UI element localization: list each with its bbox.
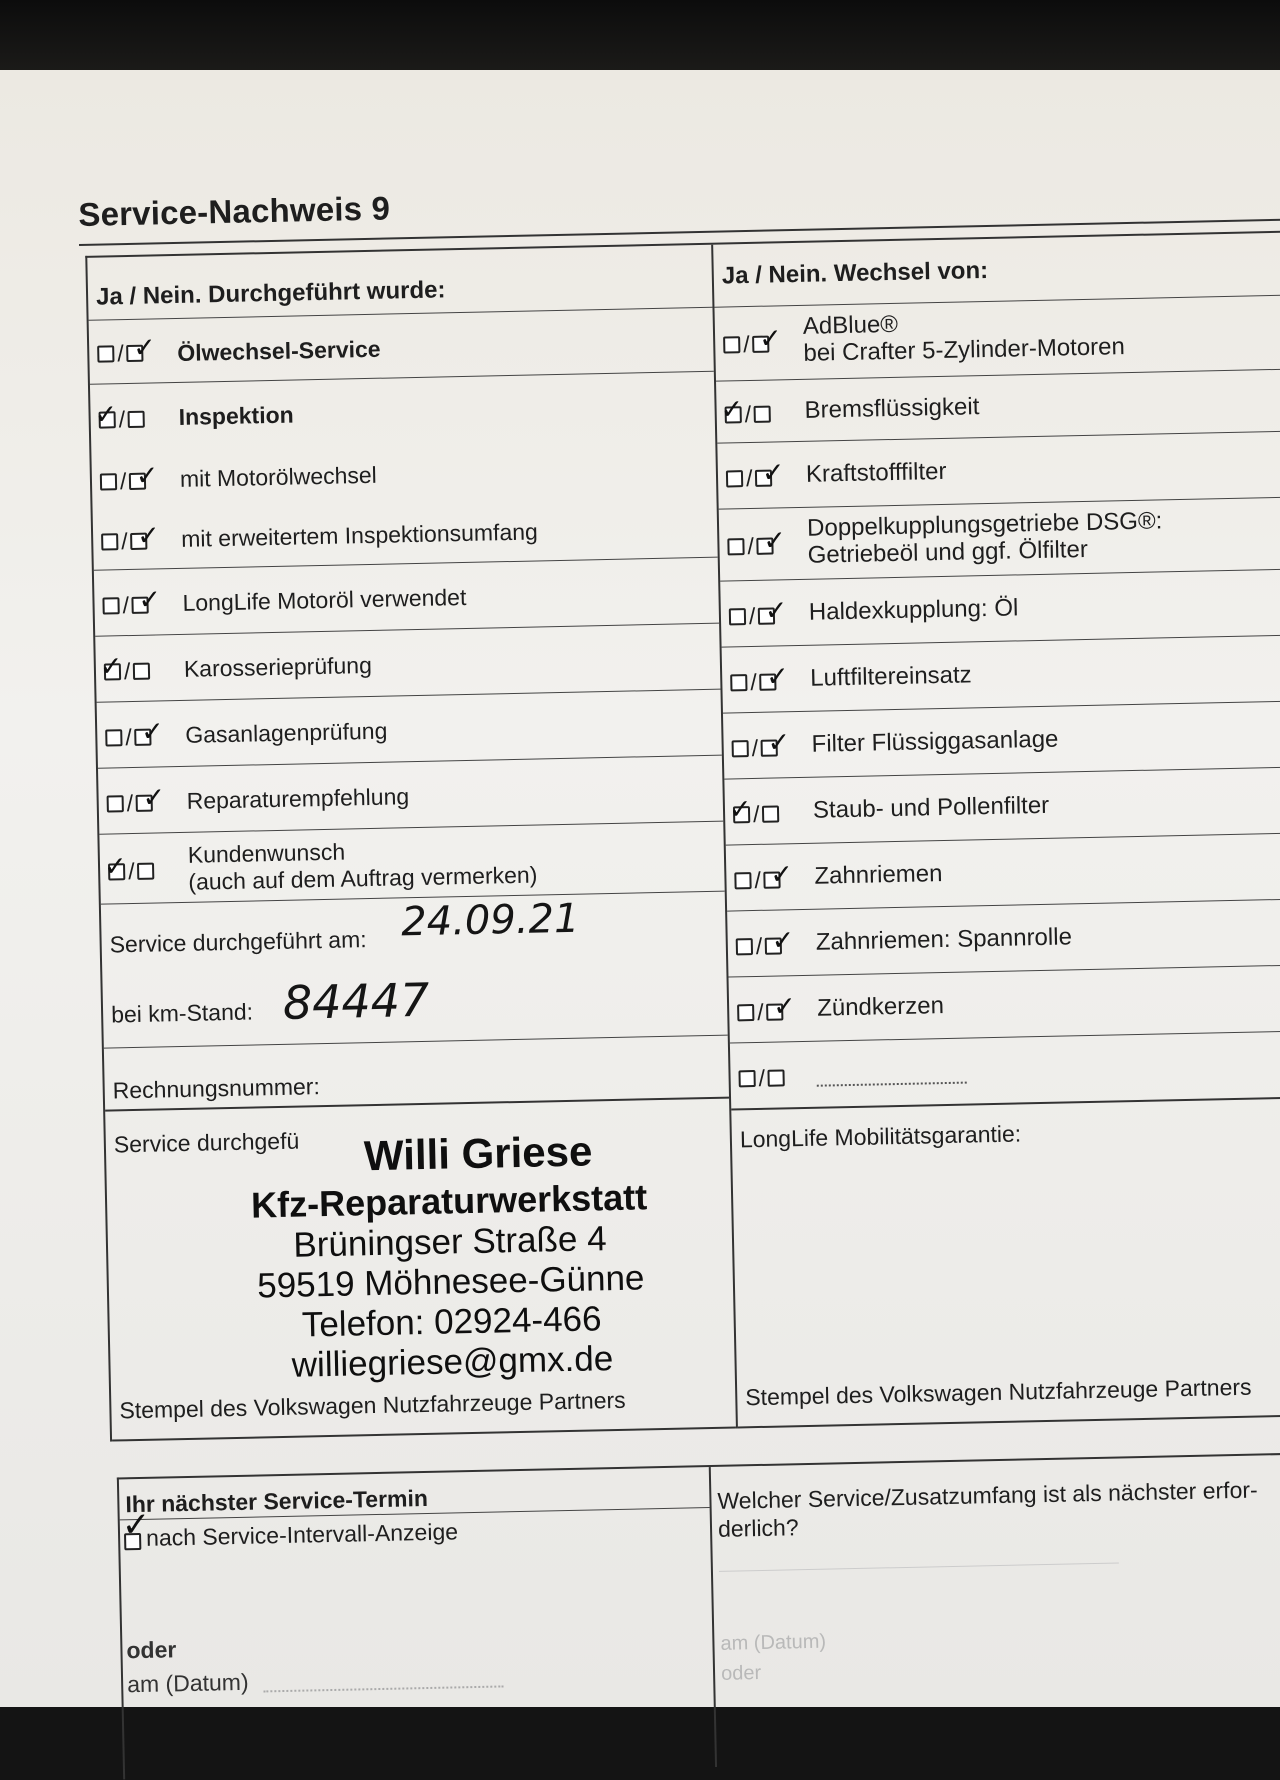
next-service-heading: Ihr nächster Service-Termin <box>125 1484 429 1518</box>
right-row-fluessiggas <box>723 700 1280 780</box>
check-mark-ja: ✓ <box>103 851 128 883</box>
right-row-dsg <box>719 496 1280 582</box>
check-mark-nein: ✓ <box>764 595 788 627</box>
photo-background-top <box>0 0 1280 80</box>
right-row-empty <box>730 1030 1280 1111</box>
item-label: Doppelkupplungsgetriebe DSG®: Getriebeöl und ggf. Ölfilter <box>806 507 1163 569</box>
checkbox-ja[interactable] <box>102 598 119 615</box>
date-label: am (Datum) <box>126 1668 249 1698</box>
checkbox-pair[interactable]: / <box>101 526 166 557</box>
answer-line[interactable] <box>719 1563 1119 1572</box>
replaced-column <box>713 232 1280 1428</box>
checkbox-pair[interactable]: / <box>733 799 798 830</box>
right-row-spannrolle <box>727 898 1280 978</box>
service-date-row <box>101 891 726 972</box>
right-row-zuendkerzen <box>728 964 1280 1044</box>
item-label: Reparaturempfehlung <box>186 783 410 814</box>
right-stamp-caption: Stempel des Volkswagen Nutzfahrzeuge Partners <box>745 1373 1252 1411</box>
checkbox-ja[interactable] <box>107 796 124 813</box>
item-label: Inspektion <box>178 401 294 430</box>
checkbox-ja[interactable] <box>734 872 751 889</box>
invoice-label: Rechnungsnummer: <box>112 1073 321 1104</box>
check-mark-nein: ✓ <box>761 457 785 489</box>
checkbox-pair[interactable]: / <box>724 399 789 430</box>
form-bottom-rule <box>112 1426 736 1441</box>
check-mark-nein: ✓ <box>767 727 791 759</box>
checkbox-pair[interactable]: / <box>104 656 169 687</box>
km-row <box>102 959 727 1049</box>
checkbox-pair[interactable]: / <box>106 788 171 819</box>
item-label: Kraftstofffilter <box>805 457 947 488</box>
stamp-street: Brüningser Straße 4 <box>293 1219 607 1265</box>
checkbox-nein[interactable] <box>128 411 145 428</box>
check-mark-nein: ✓ <box>770 859 794 891</box>
checkbox-ja[interactable] <box>97 346 114 363</box>
checkbox-ja[interactable] <box>737 1004 754 1021</box>
kundenwunsch-label: Kundenwunsch (auch auf dem Auftrag vermerken) <box>187 838 538 895</box>
interval-check-mark: ✓ <box>121 1504 151 1546</box>
check-mark-nein: ✓ <box>138 584 162 616</box>
checkbox-pair[interactable]: / <box>105 722 170 753</box>
check-mark-nein: ✓ <box>132 332 157 364</box>
item-label: mit erweitertem Inspektionsumfang <box>180 518 539 552</box>
workshop-stamp <box>106 1125 735 1390</box>
checkbox-pair[interactable]: / <box>738 1063 803 1094</box>
km-label: bei km-Stand: <box>110 998 254 1028</box>
check-mark-nein: ✓ <box>140 716 165 748</box>
item-label: Zündkerzen <box>816 992 945 1022</box>
check-mark-nein: ✓ <box>765 661 790 693</box>
left-column-header: Ja / Nein. Durchgeführt wurde: <box>95 276 446 311</box>
performed-by-label: Service durchgefü <box>113 1127 300 1158</box>
checkbox-ja[interactable] <box>726 471 743 488</box>
checkbox-nein[interactable] <box>762 806 779 823</box>
item-label: Karosserieprüfung <box>183 651 373 682</box>
check-mark-nein: ✓ <box>142 782 166 814</box>
checkbox-nein[interactable] <box>137 863 154 880</box>
oder-label: oder <box>126 1636 177 1664</box>
checkbox-pair[interactable]: / <box>100 466 165 497</box>
question-text: Welcher Service/Zusatzumfang ist als nächster erfor- derlich? <box>717 1476 1258 1542</box>
item-label: Staub- und Pollenfilter <box>812 791 1050 824</box>
checkbox-pair[interactable]: / <box>98 404 163 435</box>
form-bottom-rule-right <box>738 1414 1280 1429</box>
check-mark-nein: ✓ <box>772 991 797 1023</box>
checkbox-pair[interactable]: / <box>727 531 792 562</box>
stamp-phone: Telefon: 02924-466 <box>301 1299 602 1345</box>
checkbox-pair[interactable]: / <box>726 463 791 494</box>
page-title: Service-Nachweis 9 <box>78 189 391 233</box>
item-label: LongLife Motoröl verwendet <box>182 583 467 616</box>
checkbox-ja[interactable] <box>723 337 740 354</box>
check-mark-nein: ✓ <box>758 323 783 355</box>
performed-column <box>87 245 738 1442</box>
next-service-question <box>709 1454 1280 1767</box>
item-label: Zahnriemen <box>814 860 943 890</box>
check-mark-nein: ✓ <box>763 525 787 557</box>
item-label: Filter Flüssiggasanlage <box>811 725 1059 758</box>
right-column-header: Ja / Nein. Wechsel von: <box>721 256 989 290</box>
right-row-zahnriemen <box>726 832 1280 912</box>
check-mark-ja: ✓ <box>99 651 123 683</box>
checkbox-nein[interactable] <box>768 1070 785 1087</box>
service-date-label: Service durchgeführt am: <box>109 926 367 958</box>
check-mark-ja: ✓ <box>728 794 752 826</box>
km-value: 84447 <box>282 972 430 1030</box>
date-input-line[interactable] <box>263 1685 503 1692</box>
right-row-pollenfilter <box>724 766 1280 846</box>
checkbox-pair[interactable]: / <box>97 338 162 369</box>
checkbox-ja[interactable] <box>100 474 117 491</box>
left-stamp-caption: Stempel des Volkswagen Nutzfahrzeuge Partners <box>119 1386 626 1424</box>
checkbox-ja[interactable] <box>105 730 122 747</box>
checkbox-ja[interactable] <box>101 534 118 551</box>
service-form <box>85 230 1280 1441</box>
checkbox-ja[interactable] <box>729 609 746 626</box>
stamp-city: 59519 Möhnesee-Günne <box>256 1258 645 1306</box>
check-mark-nein: ✓ <box>135 460 159 492</box>
checkbox-pair[interactable]: / <box>734 865 799 896</box>
checkbox-pair[interactable]: / <box>723 329 788 360</box>
interval-option: nach Service-Intervall-Anzeige <box>145 1518 459 1551</box>
item-label: Ölwechsel-Service <box>177 335 381 366</box>
checkbox-pair[interactable]: / <box>102 590 167 621</box>
item-label: Luftfiltereinsatz <box>809 661 972 692</box>
checkbox-pair[interactable]: / <box>729 601 794 632</box>
checkbox-pair[interactable]: / <box>730 667 795 698</box>
item-label: Gasanlagenprüfung <box>185 717 388 748</box>
checkbox-ja[interactable] <box>736 938 753 955</box>
checkbox-nein[interactable] <box>133 663 150 680</box>
check-mark-nein: ✓ <box>771 925 795 957</box>
stamp-email: williegriese@gmx.de <box>291 1339 614 1385</box>
right-date-label: am (Datum) <box>720 1630 827 1655</box>
checkbox-ja[interactable] <box>727 539 744 556</box>
checkbox-nein[interactable] <box>754 406 771 423</box>
empty-item-line[interactable] <box>817 1082 967 1087</box>
guarantee-label: LongLife Mobilitätsgarantie: <box>739 1120 1022 1153</box>
service-record-page <box>78 170 1280 1755</box>
checkbox-pair[interactable]: / <box>108 856 173 887</box>
item-label: Haldexkupplung: Öl <box>808 594 1019 626</box>
check-mark-ja: ✓ <box>94 399 118 431</box>
stamp-business: Kfz-Reparaturwerkstatt <box>250 1176 648 1226</box>
checkbox-ja[interactable] <box>732 740 749 757</box>
check-mark-ja: ✓ <box>720 394 744 426</box>
item-label: mit Motorölwechsel <box>179 461 378 492</box>
service-date-value: 24.09.21 <box>400 895 580 946</box>
checkbox-pair[interactable]: / <box>736 931 801 962</box>
stamp-name: Willi Griese <box>363 1127 593 1180</box>
item-label: Zahnriemen: Spannrolle <box>815 923 1073 956</box>
check-mark-nein: ✓ <box>136 520 161 552</box>
item-label: Bremsflüssigkeit <box>804 393 980 424</box>
checkbox-ja[interactable] <box>730 675 747 692</box>
checkbox-ja[interactable] <box>738 1070 755 1087</box>
right-row-adblue <box>714 294 1280 382</box>
right-oder-label: oder <box>720 1662 762 1685</box>
next-service-section <box>117 1452 1280 1779</box>
checkbox-pair[interactable]: / <box>731 733 796 764</box>
checkbox-pair[interactable]: / <box>737 997 802 1028</box>
item-label: AdBlue® bei Crafter 5-Zylinder-Motoren <box>802 310 1126 367</box>
